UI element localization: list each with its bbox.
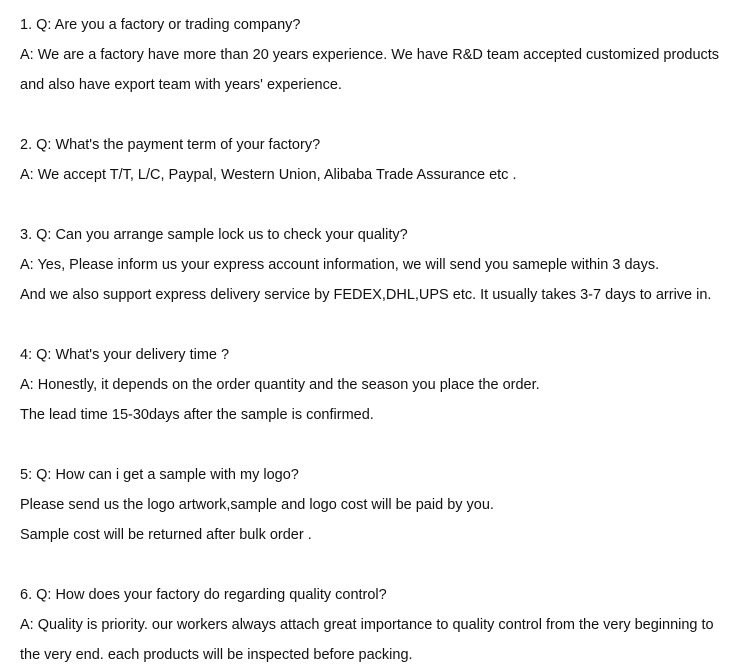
faq-item-6 [20, 580, 745, 670]
answer-2-line-1: A: We accept T/T, L/C, Paypal, Western Union, Alibaba Trade Assurance etc . [20, 167, 517, 183]
question-3: 3. Q: Can you arrange sample lock us to check your quality? [20, 227, 408, 243]
faq-item-2 [20, 130, 745, 190]
answer-4-line-2: The lead time 15-30days after the sample is confirmed. [20, 407, 374, 423]
spacer [20, 430, 745, 460]
answer-3-line-1: A: Yes, Please inform us your express account information, we will send you sameple within 3 days. [20, 257, 660, 273]
spacer [20, 550, 745, 580]
faq-list [20, 10, 745, 670]
faq-item-5 [20, 460, 745, 550]
answer-5-line-1: Please send us the logo artwork,sample and logo cost will be paid by you. [20, 497, 494, 513]
answer-5-line-2: Sample cost will be returned after bulk order . [20, 527, 312, 543]
answer-6-line-1: A: Quality is priority. our workers always attach great importance to quality control from the very beginning to [20, 617, 714, 633]
answer-4-line-1: A: Honestly, it depends on the order quantity and the season you place the order. [20, 377, 540, 393]
question-2: 2. Q: What's the payment term of your factory? [20, 137, 321, 153]
answer-1-line-2: and also have export team with years' experience. [20, 77, 342, 93]
faq-item-4 [20, 340, 745, 430]
question-5: 5: Q: How can i get a sample with my logo? [20, 467, 299, 483]
answer-1-line-1: A: We are a factory have more than 20 years experience. We have R&D team accepted customized products [20, 47, 720, 63]
answer-6-line-2: the very end. each products will be inspected before packing. [20, 647, 413, 663]
question-6: 6. Q: How does your factory do regarding quality control? [20, 587, 387, 603]
faq-item-3 [20, 220, 745, 310]
question-1: 1. Q: Are you a factory or trading company? [20, 17, 301, 33]
spacer [20, 100, 745, 130]
question-4: 4: Q: What's your delivery time ? [20, 347, 230, 363]
spacer [20, 190, 745, 220]
spacer [20, 310, 745, 340]
faq-item-1 [20, 10, 745, 100]
answer-3-line-2: And we also support express delivery service by FEDEX,DHL,UPS etc. It usually takes 3-7 days to arrive in. [20, 287, 712, 303]
